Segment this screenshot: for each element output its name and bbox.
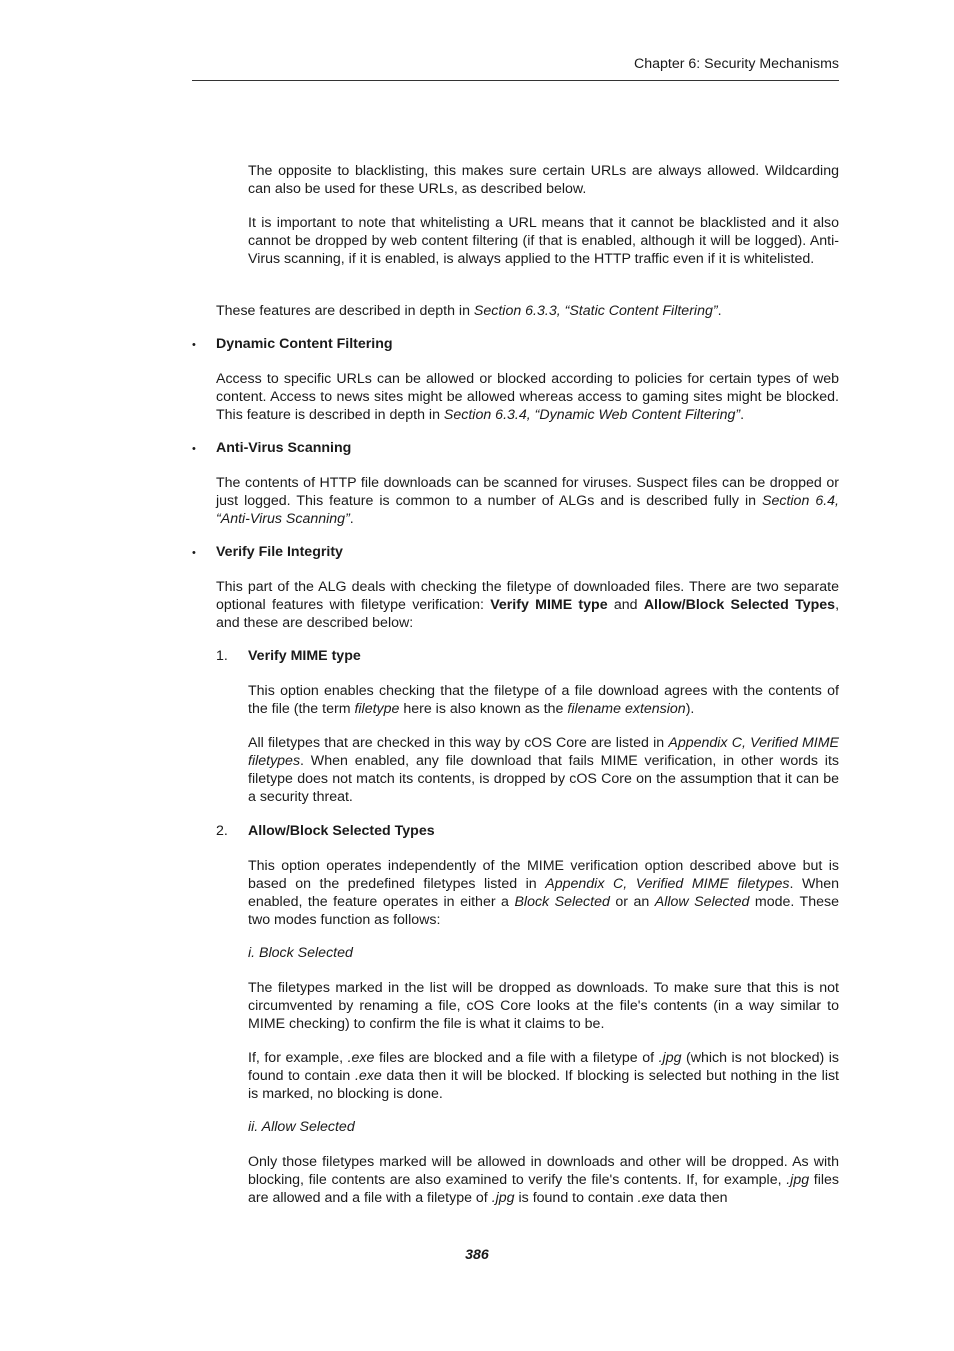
list-number: 2.: [216, 823, 228, 839]
bullet-marker: •: [192, 547, 196, 559]
section-reference: Section 6.3.3, “Static Content Filtering”: [473, 303, 718, 319]
allow-block-selected-types-heading: Allow/Block Selected Types: [248, 823, 435, 839]
features-reference-paragraph: These features are described in depth in Section 6.3.3, “Static Content Filtering”.: [216, 303, 722, 319]
page-number: 386: [465, 1247, 489, 1263]
bullet-marker: •: [192, 339, 196, 351]
dynamic-content-filtering-heading: Dynamic Content Filtering: [216, 336, 393, 352]
allow-selected-subheading: ii. Allow Selected: [248, 1119, 355, 1135]
section-reference: Section 6.4, “Anti-Virus Scanning”: [216, 493, 839, 528]
dynamic-content-filtering-paragraph: Access to specific URLs can be allowed or blocked according to policies for certain types of web content. Access to news sites might be allowed whereas access to gaming sites might be blocked. This feature is described in depth in Section 6.3.4, “Dynamic Web Content Filtering”.: [216, 371, 839, 424]
block-selected-subheading: i. Block Selected: [248, 945, 353, 961]
list-number: 1.: [216, 648, 228, 664]
verify-mime-type-heading: Verify MIME type: [248, 648, 361, 664]
verify-file-integrity-paragraph: This part of the ALG deals with checking the filetype of downloaded files. There are two separate optional features with filetype verification: Verify MIME type and Allow/Block Selected Types, and these are described below:: [216, 579, 840, 632]
bullet-marker: •: [192, 443, 196, 455]
block-example-paragraph: If, for example, .exe files are blocked and a file with a filetype of .jpg (which is not blocked) is found to contain .exe data then it will be blocked. If blocking is selected but nothing in the list is marked, no blocking is done.: [248, 1050, 840, 1103]
chapter-title: Chapter 6: Security Mechanisms: [633, 56, 839, 72]
verify-mime-paragraph: This option enables checking that the filetype of a file download agrees with the contents of the file (the term filetype here is also known as the filename extension).: [248, 683, 839, 718]
anti-virus-scanning-heading: Anti-Virus Scanning: [216, 440, 352, 456]
anti-virus-paragraph: The contents of HTTP file downloads can be scanned for viruses. Suspect files can be dropped or just logged. This feature is common to a number of ALGs and is described fully in Section 6.4, “Anti-Virus Scanning”.: [216, 475, 839, 528]
verify-file-integrity-heading: Verify File Integrity: [216, 544, 343, 560]
whitelist-paragraph: The opposite to blacklisting, this makes sure certain URLs are always allowed. Wildcarding can also be used for these URLs, as described below.: [248, 163, 839, 198]
block-selected-paragraph: The filetypes marked in the list will be dropped as downloads. To make sure that this is not circumvented by renaming a file, cOS Core looks at the file's contents (in a way similar to MIME checking) to confirm the file is what it claims to be.: [248, 980, 839, 1033]
allow-block-paragraph: This option operates independently of the MIME verification option described above but is based on the predefined filetypes listed in Appendix C, Verified MIME filetypes. When enabled, the feature operates in either a Block Selected or an Allow Selected mode. These two modes function as follows:: [248, 858, 840, 929]
whitelist-note-paragraph: It is important to note that whitelisting a URL means that it cannot be blacklisted and it also cannot be dropped by web content filtering (if that is enabled, although it will be logged). Anti-Virus scanning, if it is enabled, is always applied to the HTTP traffic even if it is whitelisted.: [248, 215, 839, 268]
allow-selected-paragraph: Only those filetypes marked will be allowed in downloads and other will be dropped. As with blocking, file contents are also examined to verify the file's contents. If, for example, .jpg files are allowed and a file with a filetype of .jpg is found to contain .exe data then: [248, 1154, 840, 1207]
section-reference: Section 6.3.4, “Dynamic Web Content Filtering”: [443, 407, 741, 424]
mime-filetypes-paragraph: All filetypes that are checked in this way by cOS Core are listed in Appendix C, Verified MIME filetypes. When enabled, any file download that fails MIME verification, in other words its filetype does not match its contents, is dropped by cOS Core on the assumption that it can be a security threat.: [248, 735, 840, 806]
page-header: [192, 55, 839, 81]
